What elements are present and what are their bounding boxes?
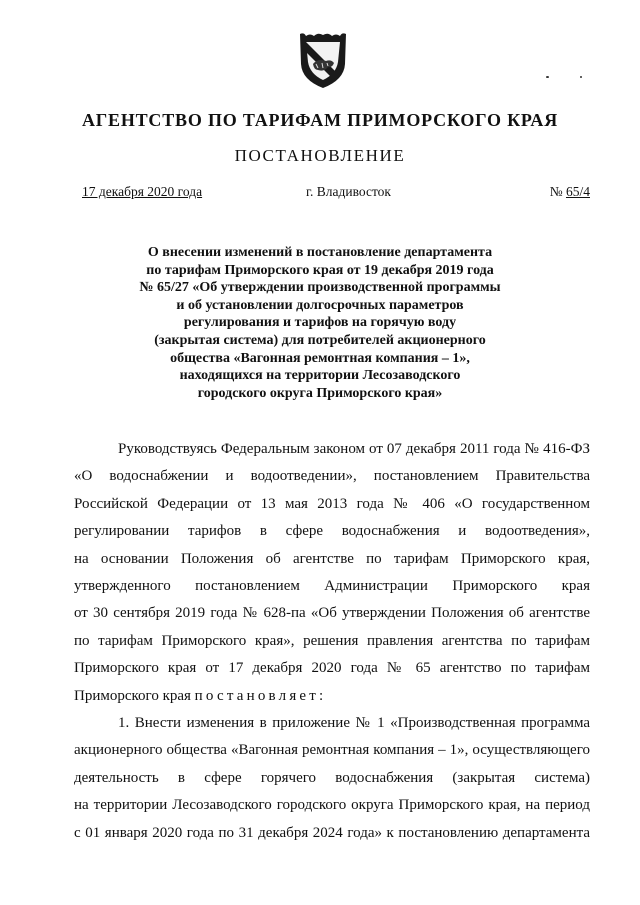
body-line: Приморского края постановляет: — [74, 687, 327, 704]
scan-speck — [546, 76, 549, 78]
body-line: на территории Лесозаводского городского округа Приморского края, на период — [74, 797, 590, 814]
body-line: по тарифам Приморского края», решения правления агентства по тарифам — [74, 632, 590, 649]
title-line: (закрытая система) для потребителей акционерного — [154, 332, 486, 348]
body-line: Приморского края от 17 декабря 2020 года № 65 агентство по тарифам — [74, 660, 590, 677]
resolution-word: постановляет: — [194, 687, 327, 704]
body-line: деятельность в сфере горячего водоснабжения (закрытая система) — [74, 769, 590, 786]
title-line: городского округа Приморского края» — [197, 385, 443, 401]
body-line: 1. Внести изменения в приложение № 1 «Производственная программа — [118, 715, 590, 732]
body-line: акционерного общества «Вагонная ремонтная компания – 1», осуществляющего — [74, 742, 590, 759]
agency-name: АГЕНТСТВО ПО ТАРИФАМ ПРИМОРСКОГО КРАЯ — [81, 110, 559, 130]
body-line: утвержденного постановлением Администрации Приморского края — [74, 578, 590, 595]
scan-speck — [580, 76, 582, 78]
body-line: с 01 января 2020 года по 31 декабря 2024 года» к постановлению департамента — [74, 824, 590, 841]
body-line: регулировании тарифов в сфере водоснабжения и водоотведения», — [74, 523, 590, 540]
body-line: Российской Федерации от 13 мая 2013 года № 406 «О государственном — [74, 495, 590, 512]
document-city: г. Владивосток — [306, 184, 391, 199]
document-type: ПОСТАНОВЛЕНИЕ — [234, 146, 406, 165]
title-line: № 65/27 «Об утверждении производственной программы — [139, 280, 501, 296]
body-line: Руководствуясь Федеральным законом от 07 декабря 2011 года № 416-ФЗ — [118, 441, 590, 457]
title-line: общества «Вагонная ремонтная компания – 1», — [170, 350, 470, 366]
title-line: находящихся на территории Лесозаводского — [179, 368, 461, 384]
body-line: от 30 сентября 2019 года № 628-па «Об утверждении Положения об агентстве — [74, 605, 590, 622]
document-number: № 65/4 — [549, 184, 590, 199]
document-date: 17 декабря 2020 года — [82, 184, 203, 199]
title-line: О внесении изменений в постановление департамента — [147, 245, 493, 260]
body-line: на основании Положения об агентстве по тарифам Приморского края, — [74, 550, 590, 567]
document-body — [74, 436, 590, 847]
document-meta — [82, 184, 590, 202]
primorsky-coat-of-arms-icon — [298, 30, 348, 90]
title-line: регулирования и тарифов на горячую воду — [183, 315, 457, 331]
body-line: «О водоснабжении и водоотведении», постановлением Правительства — [74, 468, 590, 485]
document-title — [120, 244, 520, 402]
title-line: по тарифам Приморского края от 19 декабря 2019 года — [146, 262, 494, 278]
title-line: и об установлении долгосрочных параметров — [176, 297, 464, 313]
